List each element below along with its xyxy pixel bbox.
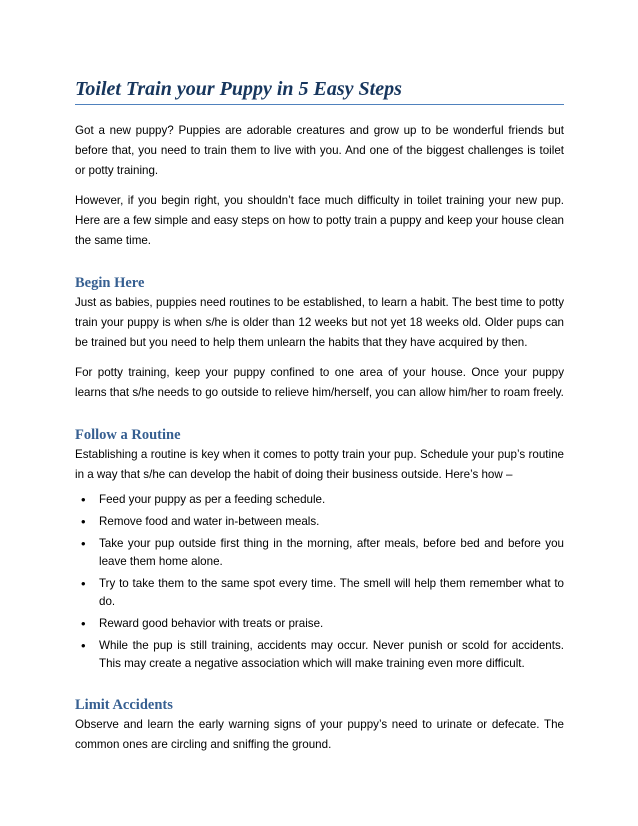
list-item: • While the pup is still training, accidents may occur. Never punish or scold for accidents. This may create a negative association which will make training even more difficult. xyxy=(75,637,564,673)
list-item: • Try to take them to the same spot every time. The smell will help them remember what to do. xyxy=(75,575,564,611)
list-item: • Reward good behavior with treats or praise. xyxy=(75,615,564,633)
intro-paragraph: However, if you begin right, you shouldn’t face much difficulty in toilet training your new pup. Here are a few simple and easy steps on how to potty train a puppy and keep your house clean the same time. xyxy=(75,194,564,247)
section-paragraph: Observe and learn the early warning signs of your puppy’s need to urinate or defecate. The common ones are circling and sniffing the ground. xyxy=(75,718,564,751)
document-title: Toilet Train your Puppy in 5 Easy Steps xyxy=(75,78,564,105)
section-paragraph: Just as babies, puppies need routines to be established, to learn a habit. The best time to potty train your puppy is when s/he is older than 12 weeks but not yet 18 weeks old. Older pups can be trained but you need to help them unlearn the habits that they have acquired by then. xyxy=(75,296,564,349)
section-heading-limit-accidents: Limit Accidents xyxy=(75,697,173,713)
intro-paragraph: Got a new puppy? Puppies are adorable creatures and grow up to be wonderful friends but before that, you need to train them to live with you. And one of the biggest challenges is toilet or potty training. xyxy=(75,124,564,177)
list-item: • Remove food and water in-between meals. xyxy=(75,513,564,531)
list-item: • Take your pup outside first thing in the morning, after meals, before bed and before you leave them home alone. xyxy=(75,535,564,571)
document-page xyxy=(75,78,564,765)
section-paragraph: Establishing a routine is key when it comes to potty train your pup. Schedule your pup’s routine in a way that s/he can develop the habit of doing their business outside. Here’s how – xyxy=(75,448,564,481)
section-heading-follow-a-routine: Follow a Routine xyxy=(75,427,181,443)
section-heading-begin-here: Begin Here xyxy=(75,275,145,291)
section-paragraph: For potty training, keep your puppy confined to one area of your house. Once your puppy learns that s/he needs to go outside to relieve him/herself, you can allow him/her to roam freely. xyxy=(75,366,564,399)
list-item: • Feed your puppy as per a feeding schedule. xyxy=(75,491,564,509)
routine-bullet-list xyxy=(75,491,564,673)
